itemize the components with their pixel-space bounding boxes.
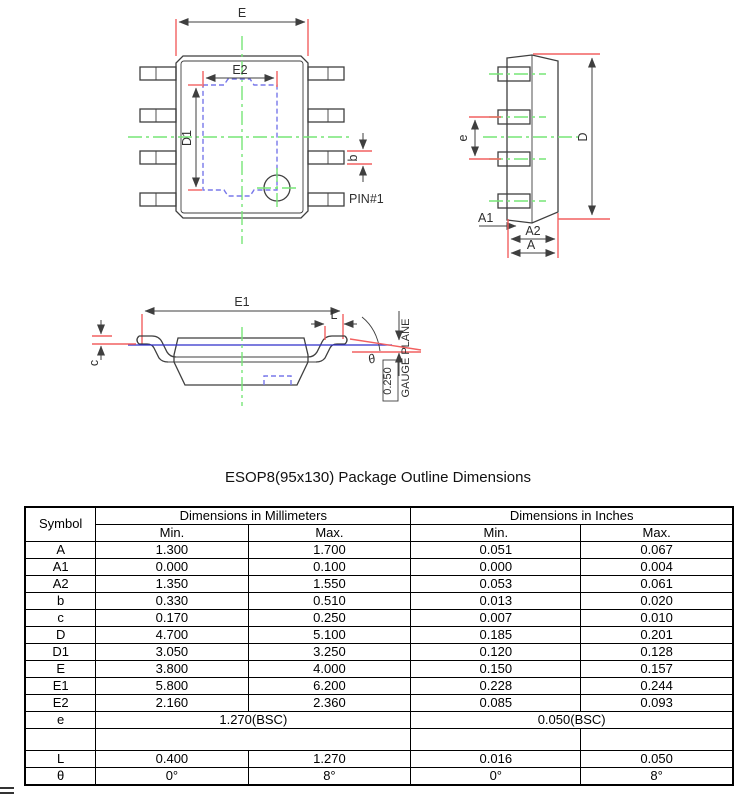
cell-in-max: 0.157 [581, 661, 733, 678]
table-row-A2 [25, 576, 733, 593]
cell-mm-max: 1.700 [248, 542, 411, 559]
side-view [456, 54, 610, 258]
table-row-A1 [25, 559, 733, 576]
cell-in-max: 0.010 [581, 610, 733, 627]
gauge-offset-label: 0.250 [382, 367, 394, 395]
cell-in-min: 0.185 [411, 627, 581, 644]
cell-mm-min: 3.050 [96, 644, 248, 661]
dim-label-c: c [87, 359, 101, 367]
cell-in-max: 8° [581, 768, 733, 786]
table-row-D1 [25, 644, 733, 661]
dim-e [456, 117, 501, 159]
cell-symbol: D [25, 627, 96, 644]
cell-symbol: D1 [25, 644, 96, 661]
cell-mm-max: 0.100 [248, 559, 411, 576]
cell-symbol: A1 [25, 559, 96, 576]
front-view [87, 295, 421, 406]
dim-label-L: L [330, 308, 338, 322]
cell-mm-max: 8° [248, 768, 411, 786]
cell-mm-min: 5.800 [96, 678, 248, 695]
cell-symbol: e [25, 712, 96, 729]
cell-mm-min: 0.170 [96, 610, 248, 627]
table-header-row-1 [25, 507, 733, 525]
table-row-E1 [25, 678, 733, 695]
dim-label-A1: A1 [478, 211, 494, 225]
cell-in-min: 0.120 [411, 644, 581, 661]
table-row-D [25, 627, 733, 644]
dim-label-e: e [456, 134, 470, 142]
lead-left [137, 336, 176, 362]
header-mm: Dimensions in Millimeters [96, 507, 411, 525]
cell-in-max: 0.201 [581, 627, 733, 644]
dim-label-D: D [576, 132, 590, 142]
top-view [128, 6, 384, 244]
cell-mm-max: 6.200 [248, 678, 411, 695]
dim-label-A2: A2 [525, 224, 541, 238]
cell-mm-max: 3.250 [248, 644, 411, 661]
centerlines-side-view [483, 74, 580, 201]
dim-label-D1: D1 [180, 130, 194, 146]
table-row-L [25, 751, 733, 768]
cell-symbol: E [25, 661, 96, 678]
cell-in-min: 0.053 [411, 576, 581, 593]
cell-blank [25, 729, 96, 751]
exposed-pad-edge [264, 376, 291, 385]
cell-in-max: 0.061 [581, 576, 733, 593]
cell-blank [581, 729, 733, 751]
cell-mm-max: 0.510 [248, 593, 411, 610]
cell-mm-min: 1.350 [96, 576, 248, 593]
cell-mm-min: 0° [96, 768, 248, 786]
cell-in-min: 0.150 [411, 661, 581, 678]
dim-b [346, 133, 372, 182]
table-row-e [25, 712, 733, 729]
cell-blank [96, 729, 411, 751]
table-row-theta [25, 768, 733, 786]
dim-A [511, 238, 555, 253]
cell-in-max: 0.244 [581, 678, 733, 695]
cell-symbol: c [25, 610, 96, 627]
header-in-min: Min. [411, 525, 581, 542]
cell-in-max: 0.020 [581, 593, 733, 610]
cell-in-max: 0.004 [581, 559, 733, 576]
table-row-E [25, 661, 733, 678]
header-symbol: Symbol [25, 507, 96, 542]
dimensions-table [24, 506, 734, 786]
header-mm-min: Min. [96, 525, 248, 542]
cell-in-min: 0.016 [411, 751, 581, 768]
cell-symbol: A [25, 542, 96, 559]
pin1-label: PIN#1 [349, 192, 384, 206]
cell-in-min: 0.228 [411, 678, 581, 695]
cell-in-min: 0.085 [411, 695, 581, 712]
dim-label-E1: E1 [234, 295, 250, 309]
pin1-centerlines [257, 168, 297, 210]
cell-in-min: 0.000 [411, 559, 581, 576]
cell-symbol: b [25, 593, 96, 610]
cell-in-min: 0° [411, 768, 581, 786]
cell-mm-max: 0.250 [248, 610, 411, 627]
cell-mm-min: 0.000 [96, 559, 248, 576]
gauge-plane-label: GAUGE PLANE [400, 318, 412, 398]
header-inches: Dimensions in Inches [411, 507, 733, 525]
dim-label-A: A [526, 238, 536, 252]
cell-in-min: 0.007 [411, 610, 581, 627]
table-row-E2 [25, 695, 733, 712]
cell-in-min: 0.013 [411, 593, 581, 610]
cell-in-bsc: 0.050(BSC) [411, 712, 733, 729]
table-row-blank [25, 729, 733, 751]
page-title: ESOP8(95x130) Package Outline Dimensions [225, 469, 531, 486]
dim-label-E: E [237, 6, 247, 20]
header-in-max: Max. [581, 525, 733, 542]
cell-mm-min: 3.800 [96, 661, 248, 678]
table-header-row-2 [25, 525, 733, 542]
cell-blank [411, 729, 581, 751]
cell-mm-min: 0.330 [96, 593, 248, 610]
cell-symbol: E2 [25, 695, 96, 712]
cell-symbol: A2 [25, 576, 96, 593]
cell-mm-max: 1.550 [248, 576, 411, 593]
cell-symbol: L [25, 751, 96, 768]
dim-label-b: b [346, 154, 360, 162]
cell-mm-max: 5.100 [248, 627, 411, 644]
cell-in-max: 0.067 [581, 542, 733, 559]
cell-mm-max: 2.360 [248, 695, 411, 712]
dim-c [87, 320, 136, 366]
page-edge-mark [0, 787, 14, 789]
cell-symbol: E1 [25, 678, 96, 695]
cell-in-min: 0.051 [411, 542, 581, 559]
dim-A2 [511, 224, 555, 239]
lead-right [308, 336, 347, 362]
cell-mm-max: 4.000 [248, 661, 411, 678]
gauge-plane-annotation [382, 311, 412, 401]
dim-A1 [478, 211, 516, 226]
page-edge-mark [0, 792, 14, 794]
dim-label-E2: E2 [232, 63, 248, 77]
cell-mm-min: 4.700 [96, 627, 248, 644]
table-row-A [25, 542, 733, 559]
cell-mm-min: 2.160 [96, 695, 248, 712]
cell-symbol: θ [25, 768, 96, 786]
table-row-b [25, 593, 733, 610]
cell-in-max: 0.093 [581, 695, 733, 712]
package-body-side [507, 55, 558, 223]
cell-mm-min: 1.300 [96, 542, 248, 559]
cell-in-max: 0.128 [581, 644, 733, 661]
header-mm-max: Max. [248, 525, 411, 542]
dim-L [311, 308, 357, 340]
cell-mm-bsc: 1.270(BSC) [96, 712, 411, 729]
dim-label-theta: θ [366, 351, 378, 367]
table-row-c [25, 610, 733, 627]
cell-mm-min: 0.400 [96, 751, 248, 768]
cell-mm-max: 1.270 [248, 751, 411, 768]
cell-in-max: 0.050 [581, 751, 733, 768]
